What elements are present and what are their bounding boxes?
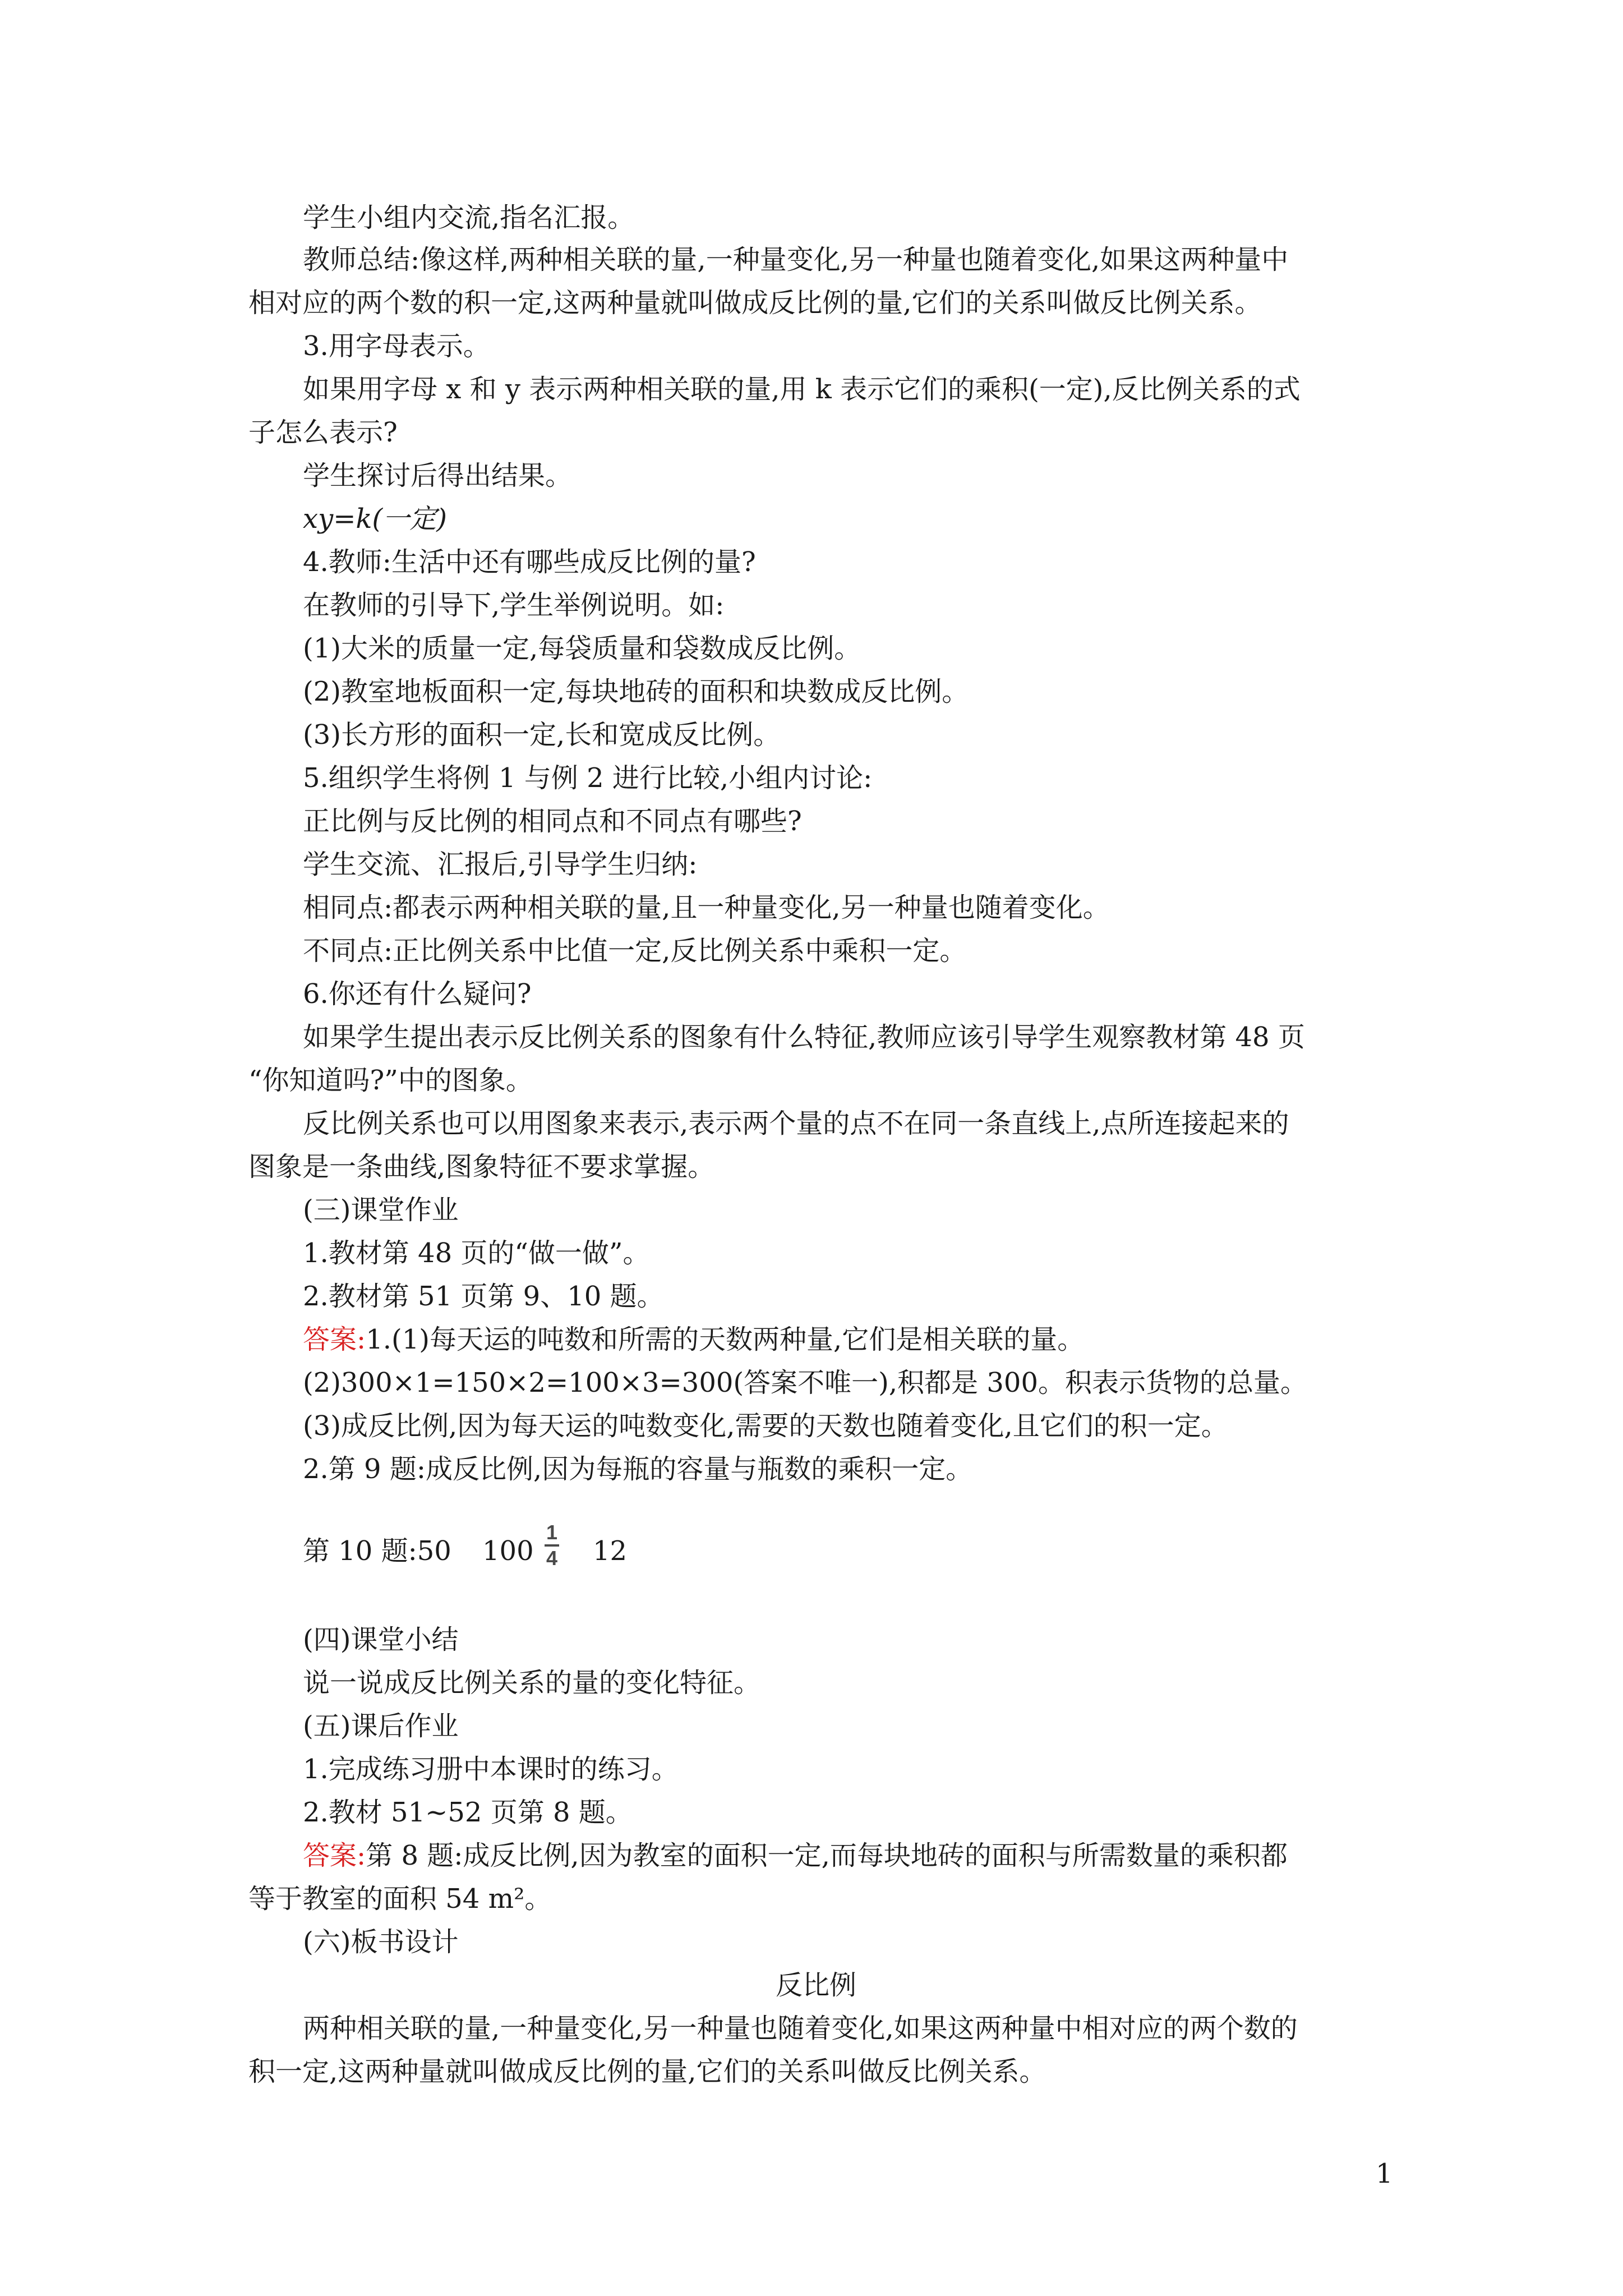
section-heading: (四)课堂小结	[303, 1624, 459, 1655]
q10-label: 第 10 题:50	[303, 1535, 451, 1567]
text-line: 1.教材第 48 页的“做一做”。	[303, 1237, 650, 1269]
text-line: 6.你还有什么疑问?	[303, 978, 532, 1010]
text-line: (2)300×1=150×2=100×3=300(答案不唯一),积都是 300。积表示货物的总量。	[303, 1367, 1307, 1398]
text-line: 等于教室的面积 54 m²。	[248, 1883, 552, 1915]
page-number: 1	[1376, 2158, 1393, 2189]
text-line: 2.教材 51~52 页第 8 题。	[303, 1797, 633, 1828]
text-line: 不同点:正比例关系中比值一定,反比例关系中乘积一定。	[303, 935, 967, 967]
text-line: “你知道吗?”中的图象。	[248, 1065, 533, 1096]
text-line: 学生交流、汇报后,引导学生归纳:	[303, 849, 698, 880]
text-line: 图象是一条曲线,图象特征不要求掌握。	[248, 1151, 715, 1182]
text-line: 2.教材第 51 页第 9、10 题。	[303, 1281, 664, 1312]
text-line: (3)长方形的面积一定,长和宽成反比例。	[303, 719, 781, 751]
text-line: 1.完成练习册中本课时的练习。	[303, 1754, 679, 1785]
text-line: (1)大米的质量一定,每袋质量和袋数成反比例。	[303, 633, 861, 664]
q10-value: 100	[482, 1535, 534, 1567]
answer-text: 第 8 题:成反比例,因为教室的面积一定,而每块地砖的面积与所需数量的乘积都	[366, 1840, 1288, 1871]
text-line: 如果用字母 x 和 y 表示两种相关联的量,用 k 表示它们的乘积(一定),反比例关系的式	[303, 374, 1301, 405]
text-line: 在教师的引导下,学生举例说明。如:	[303, 590, 725, 621]
text-line: 正比例与反比例的相同点和不同点有哪些?	[303, 806, 802, 837]
board-title: 反比例	[776, 1970, 857, 2001]
text-line: 2.第 9 题:成反比例,因为每瓶的容量与瓶数的乘积一定。	[303, 1453, 973, 1485]
section-heading: (三)课堂作业	[303, 1194, 459, 1226]
text-line: 相同点:都表示两种相关联的量,且一种量变化,另一种量也随着变化。	[303, 892, 1110, 923]
answer-line	[303, 1839, 1288, 1872]
text-line: 4.教师:生活中还有哪些成反比例的量?	[303, 546, 756, 578]
text-line: 如果学生提出表示反比例关系的图象有什么特征,教师应该引导学生观察教材第 48 页	[303, 1022, 1305, 1053]
text-line: 3.用字母表示。	[303, 330, 490, 362]
text-line: (3)成反比例,因为每天运的吨数变化,需要的天数也随着变化,且它们的积一定。	[303, 1410, 1228, 1442]
text-line: 子怎么表示?	[248, 417, 398, 448]
text-line: 两种相关联的量,一种量变化,另一种量也随着变化,如果这两种量中相对应的两个数的	[303, 2013, 1298, 2044]
text-line: 积一定,这两种量就叫做成反比例的量,它们的关系叫做反比例关系。	[248, 2056, 1046, 2087]
section-heading: (五)课后作业	[303, 1710, 459, 1742]
text-line: 学生小组内交流,指名汇报。	[303, 202, 635, 233]
text-line: 反比例关系也可以用图象来表示,表示两个量的点不在同一条直线上,点所连接起来的	[303, 1108, 1289, 1139]
text-line: 说一说成反比例关系的量的变化特征。	[303, 1667, 761, 1699]
text-line: (2)教室地板面积一定,每块地砖的面积和块数成反比例。	[303, 676, 969, 707]
formula-line: xy=k(一定)	[303, 503, 447, 535]
answer-label: 答案:	[303, 1840, 366, 1871]
text-line: 教师总结:像这样,两种相关联的量,一种量变化,另一种量也随着变化,如果这两种量中	[303, 244, 1289, 275]
fraction-one-quarter	[545, 1522, 559, 1569]
section-heading: (六)板书设计	[303, 1926, 459, 1958]
answer-text: 1.(1)每天运的吨数和所需的天数两种量,它们是相关联的量。	[366, 1324, 1085, 1355]
text-line: 学生探讨后得出结果。	[303, 460, 573, 491]
text-line: 5.组织学生将例 1 与例 2 进行比较,小组内讨论:	[303, 762, 873, 794]
q10-value: 12	[593, 1535, 628, 1567]
fraction-numerator: 1	[546, 1521, 558, 1544]
fraction-denominator: 4	[546, 1547, 558, 1570]
text-line: 相对应的两个数的积一定,这两种量就叫做成反比例的量,它们的关系叫做反比例关系。	[248, 287, 1262, 319]
answer-label: 答案:	[303, 1324, 366, 1355]
answer-line	[303, 1323, 1084, 1356]
